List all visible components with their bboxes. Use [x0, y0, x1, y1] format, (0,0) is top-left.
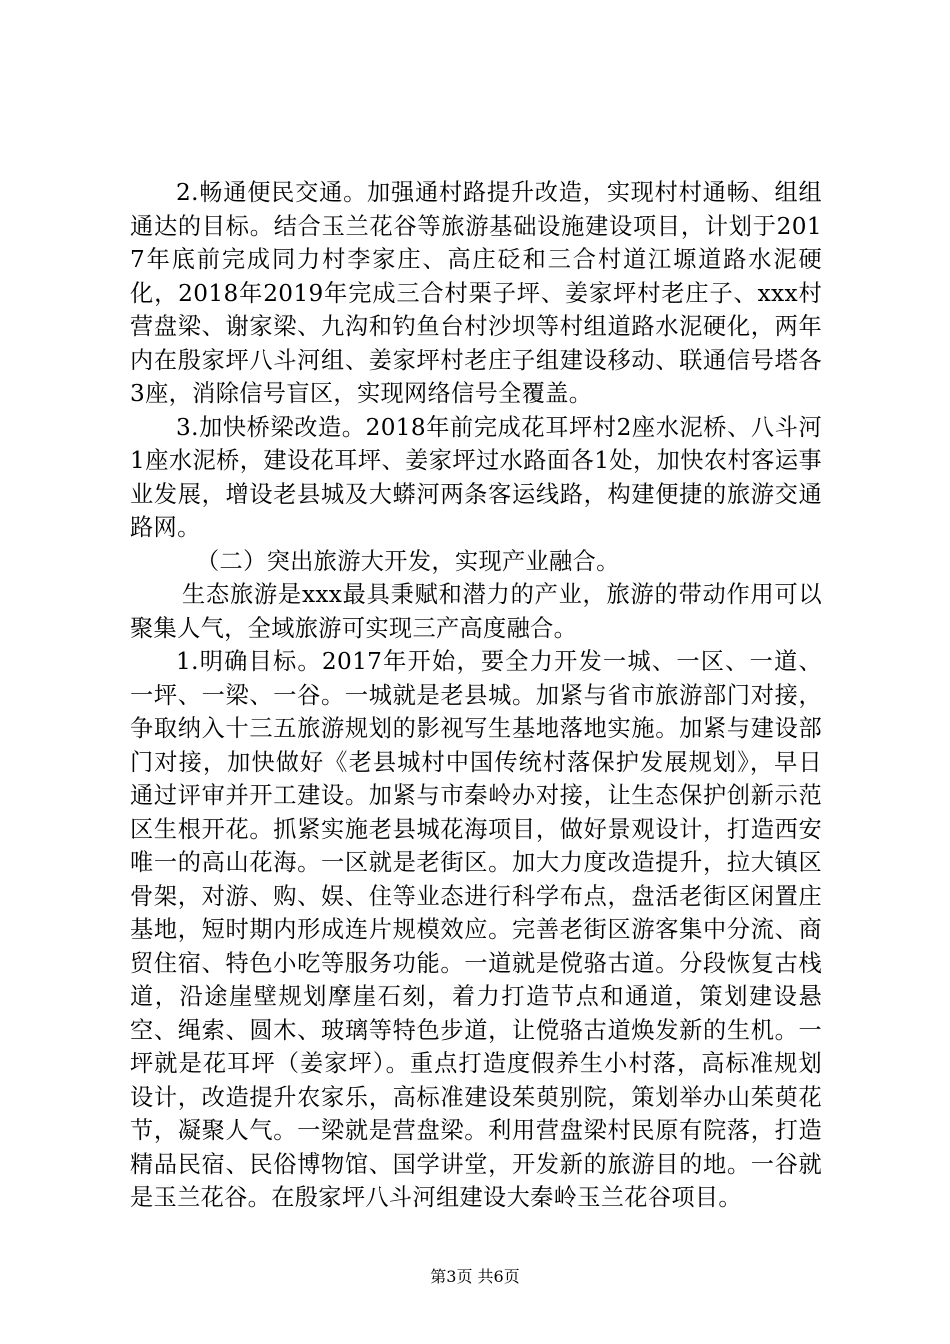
document-body: [130, 176, 822, 1215]
paragraph-goals: 1.明确目标。2017年开始，要全力开发一城、一区、一道、一坪、一梁、一谷。一城就是老县城。加紧与省市旅游部门对接，争取纳入十三五旅游规划的影视写生基地落地实施。加紧与建设部门对接，加快做好《老县城村中国传统村落保护发展规划》，早日通过评审并开工建设。加紧与市秦岭办对接，让生态保护创新示范区生根开花。抓紧实施老县城花海项目，做好景观设计，打造西安唯一的高山花海。一区就是老街区。加大力度改造提升，拉大镇区骨架，对游、购、娱、住等业态进行科学布点，盘活老街区闲置庄基地，短时期内形成连片规模效应。完善老街区游客集中分流、商贸住宿、特色小吃等服务功能。一道就是傥骆古道。分段恢复古栈道，沿途崖壁规划摩崖石刻，着力打造节点和通道，策划建设悬空、绳索、圆木、玻璃等特色步道，让傥骆古道焕发新的生机。一坪就是花耳坪（姜家坪）。重点打造度假养生小村落，高标准规划设计，改造提升农家乐，高标准建设茱萸别院，策划举办山茱萸花节，凝聚人气。一梁就是营盘梁。利用营盘梁村民原有院落，打造精品民宿、民俗博物馆、国学讲堂，开发新的旅游目的地。一谷就是玉兰花谷。在殷家坪八斗河组建设大秦岭玉兰花谷项目。: [130, 648, 822, 1211]
section-heading: （二）突出旅游大开发，实现产业融合。: [196, 547, 620, 575]
paragraph-eco-tourism: 生态旅游是xxx最具秉赋和潜力的产业，旅游的带动作用可以聚集人气，全域旅游可实现三产高度融合。: [130, 581, 822, 642]
paragraph-bridges: 3.加快桥梁改造。2018年前完成花耳坪村2座水泥桥、八斗河1座水泥桥，建设花耳坪、姜家坪过水路面各1处，加快农村客运事业发展，增设老县城及大蟒河两条客运线路，构建便捷的旅游交通路网。: [130, 413, 822, 541]
paragraph-transport: 2.畅通便民交通。加强通村路提升改造，实现村村通畅、组组通达的目标。结合玉兰花谷等旅游基础设施建设项目，计划于2017年底前完成同力村李家庄、高庄砭和三合村道江塬道路水泥硬化，2018年2019年完成三合村栗子坪、姜家坪村老庄子、xxx村营盘梁、谢家梁、九沟和钓鱼台村沙坝等村组道路水泥硬化，两年内在殷家坪八斗河组、姜家坪村老庄子组建设移动、联通信号塔各3座，消除信号盲区，实现网络信号全覆盖。: [130, 179, 822, 407]
page-number: 第3页 共6页: [430, 1267, 520, 1286]
